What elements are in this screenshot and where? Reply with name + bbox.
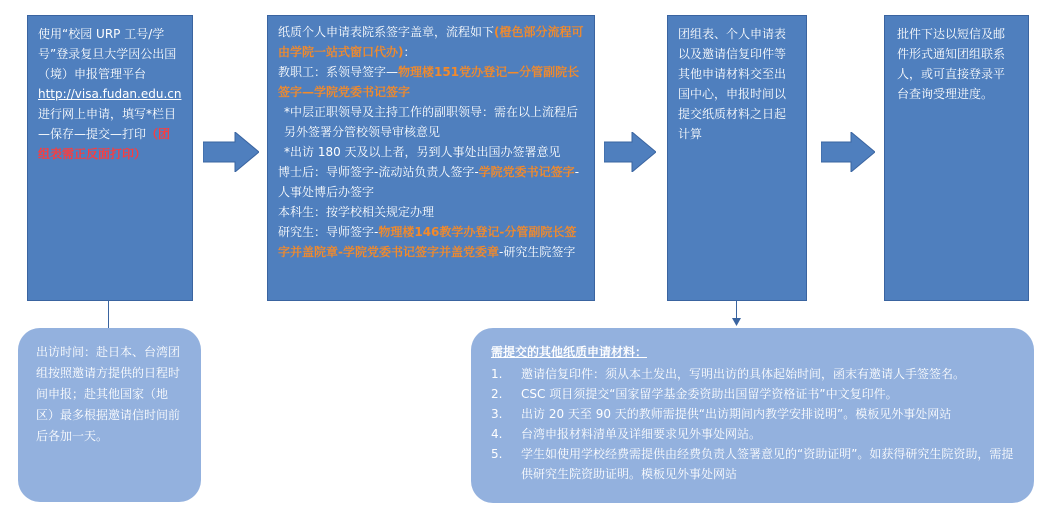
list-item: 3. 出访 20 天至 90 天的教师需提供“出访期间内教学安排说明”。模板见外事处网站 — [491, 407, 952, 421]
step4-box — [884, 15, 1029, 301]
list-item: 1. 邀请信复印件：须从本土发出，写明出访的具体起始时间，函末有邀请人手签签名。 — [491, 367, 966, 381]
step4-text: 批件下达以短信及邮件形式通知团组联系人，或可直接登录平台查询受理进度。 — [897, 27, 1006, 101]
step2-undergrad: 本科生：按学校相关规定办理 — [278, 205, 435, 219]
step3-box — [667, 15, 807, 301]
list-item: 2. CSC 项目须提交“国家留学基金委资助出国留学资格证书”中文复印件。 — [491, 387, 898, 401]
step2-box — [267, 15, 595, 301]
materials-note — [471, 328, 1034, 503]
step1-text: 使用“校园 URP 工号/学号”登录复旦大学因公出国（境）申报管理平台 — [38, 27, 177, 81]
step1-text-2: 进行网上申请，填写*栏目—保存—提交—打印 — [38, 107, 177, 141]
step2-grad: 研究生：导师签字-物理楼146教学办登记-分管副院长签字并盖院章-学院党委书记签字并盖党委章-研究生院签字 — [278, 225, 577, 259]
list-item: 4. 台湾申报材料清单及详细要求见外事处网站。 — [491, 427, 762, 441]
travel-time-note — [18, 328, 201, 502]
materials-title: 需提交的其他纸质申请材料： — [491, 345, 648, 359]
arrow-right-icon — [203, 132, 259, 172]
step3-text: 团组表、个人申请表以及邀请信复印件等其他申请材料交至出国中心，申报时间以提交纸质材料之日起计算 — [678, 27, 787, 141]
arrow-down-icon — [732, 318, 741, 326]
step2-faculty: 教职工：系领导签字—物理楼151党办登记—分管副院长签字—学院党委书记签字 — [278, 65, 580, 99]
arrow-right-icon — [604, 132, 656, 172]
step2-intro: 纸质个人申请表院系签字盖章，流程如下(橙色部分流程可由学院一站式窗口代办)： — [278, 25, 584, 59]
visa-link[interactable]: http://visa.fudan.edu.cn — [38, 87, 182, 101]
list-item: 5. 学生如使用学校经费需提供由经费负责人签署意见的“资助证明”。如获得研究生院资助，需提供研究生院资助证明。模板见外事处网站 — [491, 447, 1014, 481]
step2-note2: *出访 180 天及以上者，另到人事处出国办签署意见 — [284, 145, 561, 159]
step2-postdoc: 博士后：导师签字-流动站负责人签字-学院党委书记签字-人事处博后办签字 — [278, 165, 580, 199]
step1-box — [27, 15, 193, 301]
step1-red-note: （团组表需正反面打印） — [38, 127, 171, 161]
materials-list — [491, 364, 1016, 484]
travel-time-text: 出访时间：赴日本、台湾团组按照邀请方提供的日程时间申报；赴其他国家（地区）最多根据邀请信时间前后各加一天。 — [36, 345, 181, 443]
step2-note1: *中层正职领导及主持工作的副职领导：需在以上流程后另外签署分管校领导审核意见 — [284, 105, 579, 139]
arrow-right-icon — [821, 132, 875, 172]
